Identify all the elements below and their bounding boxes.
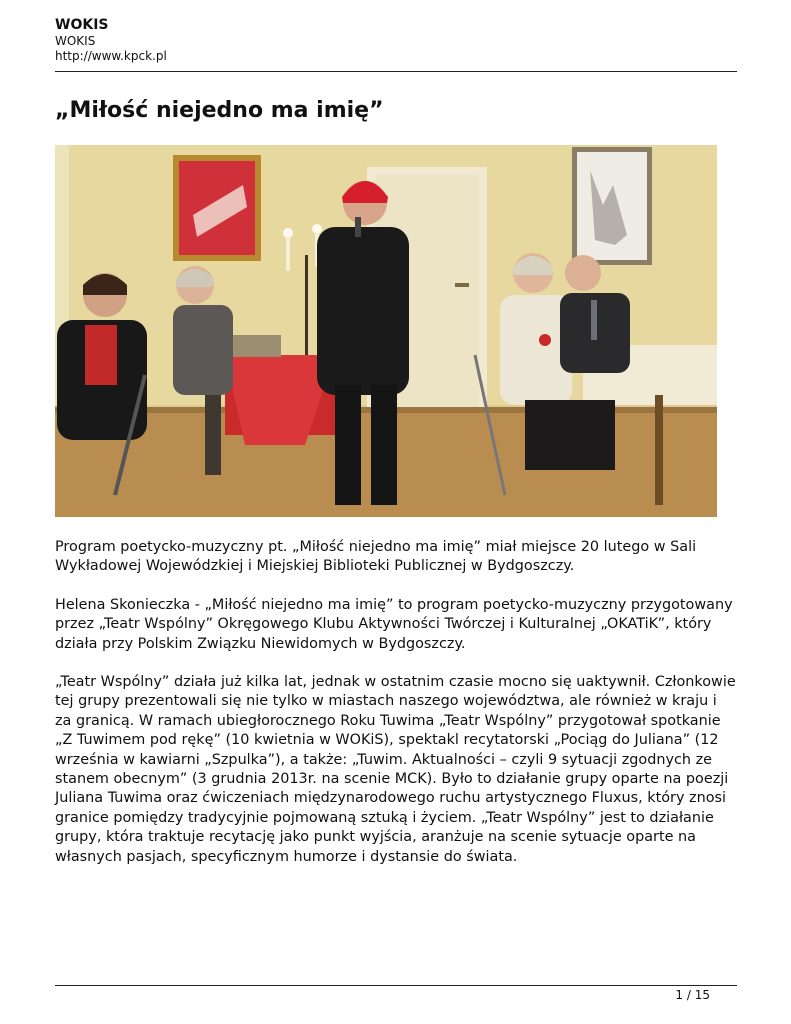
document-header <box>55 16 737 64</box>
site-url: http://www.kpck.pl <box>55 49 167 63</box>
site-name: WOKIS <box>55 17 109 33</box>
article-title: „Miłość niejedno ma imię” <box>55 98 384 123</box>
article-paragraph: „Teatr Wspólny” działa już kilka lat, jednak w ostatnim czasie mocno się uaktywnił. Członkowie tej grupy prezentowali się nie tylko w miastach naszego województwa, ale również w kraju i za granicą. W ramach ubiegłorocznego Roku Tuwima „Teatr Wspólny” przygotował spotkanie „Z Tuwimem pod rękę” (10 kwietnia w WOKiS), spektakl recytatorski „Pociąg do Juliana” (12 września w kawiarni „Szpulka”), a także: „Tuwim. Aktualności – czyli 9 sytuacji zgodnych ze stanem obecnym” (3 grudnia 2013r. na scenie MCK). Było to działanie grupy oparte na poezji Juliana Tuwima oraz ćwiczeniach międzynarodowego ruchu artystycznego Fluxus, który znosi granice pomiędzy tradycyjnie pojmowaną sztuką i życiem. „Teatr Wspólny” jest to działanie grupy, która traktuje recytację jako punkt wyjścia, aranżuje na scenie sytuacje oparte na własnych pasjach, specyficznym humorze i dystansie do świata. <box>55 674 736 865</box>
article-paragraph: Helena Skonieczka - „Miłość niejedno ma imię” to program poetycko-muzyczny przygotowany przez „Teatr Wspólny” Okręgowego Klubu Aktywności Twórczej i Kulturalnej „OKATiK”, który działa przy Polskim Związku Niewidomych w Bydgoszczy. <box>55 596 733 652</box>
footer-divider <box>55 985 737 986</box>
page-indicator: 1 / 15 <box>675 988 710 1002</box>
article-body <box>55 538 737 886</box>
article-paragraph: Program poetycko-muzyczny pt. „Miłość niejedno ma imię” miał miejsce 20 lutego w Sali Wykładowej Wojewódzkiej i Miejskiej Biblioteki Publicznej w Bydgoszczy. <box>55 539 697 575</box>
header-divider <box>55 71 737 72</box>
article-photo <box>55 145 717 517</box>
site-subtitle: WOKIS <box>55 34 96 48</box>
